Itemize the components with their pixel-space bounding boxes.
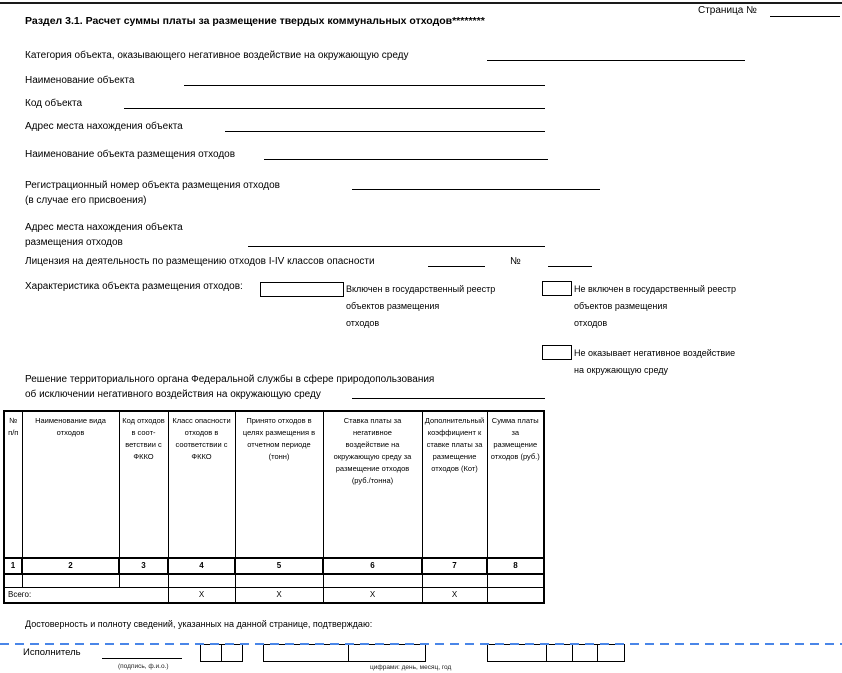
page-break-dashed-line — [0, 643, 842, 645]
field-disposal-address-line[interactable] — [248, 246, 545, 247]
entry-cell-4[interactable] — [168, 574, 235, 588]
field-object-code-label: Код объекта — [25, 98, 83, 109]
date-box-wide-1[interactable] — [263, 644, 349, 662]
entry-cell-6[interactable] — [323, 574, 422, 588]
column-header-coefficient: Дополнительный коэффициент к ставке платы за размещение отходов (Кот) — [422, 411, 487, 558]
date-box-right-1[interactable] — [487, 644, 547, 662]
date-box-right-4[interactable] — [597, 644, 625, 662]
column-header-waste-name: Наименование вида отходов — [22, 411, 119, 558]
field-decision-line[interactable] — [352, 398, 545, 399]
date-box-small-2[interactable] — [221, 644, 243, 662]
characteristic-label: Характеристика объекта размещения отходов: — [25, 281, 243, 292]
table-entry-row — [4, 574, 544, 588]
column-number-7: 7 — [422, 558, 487, 574]
page-number-label: Страница № — [698, 5, 757, 16]
field-disposal-address-label-line2: размещения отходов — [25, 237, 123, 248]
date-box-small-1[interactable] — [200, 644, 222, 662]
field-registration-number-label-note: (в случае его присвоения) — [25, 195, 147, 206]
field-category-label: Категория объекта, оказывающего негативное воздействие на окружающую среду — [25, 50, 409, 61]
page-number-line[interactable] — [770, 16, 840, 17]
column-number-4: 4 — [168, 558, 235, 574]
checkbox-not-included-label-line3: отходов — [574, 318, 608, 328]
entry-cell-7[interactable] — [422, 574, 487, 588]
section-title: Раздел 3.1. Расчет суммы платы за размещение твердых коммунальных отходов******** — [25, 15, 485, 27]
total-sum-cell[interactable] — [487, 588, 544, 604]
executor-signature-line[interactable] — [102, 658, 182, 659]
checkbox-no-impact-label-line1: Не оказывает негативное воздействие — [574, 348, 736, 358]
checkbox-included-label-line1: Включен в государственный реестр — [346, 284, 496, 294]
table-total-row — [4, 588, 544, 604]
column-number-5: 5 — [235, 558, 323, 574]
date-box-wide-2[interactable] — [348, 644, 426, 662]
field-decision-label-line2: об исключении негативного воздействия на окружающую среду — [25, 389, 321, 400]
column-number-8: 8 — [487, 558, 544, 574]
entry-cell-8[interactable] — [487, 574, 544, 588]
field-license-series-line[interactable] — [428, 266, 485, 267]
checkbox-no-impact-label-line2: на окружающую среду — [574, 365, 669, 375]
field-category-line[interactable] — [487, 60, 745, 61]
column-header-total: Сумма платы за размещение отходов (руб.) — [487, 411, 544, 558]
field-object-code-line[interactable] — [124, 108, 545, 109]
checkbox-included-box[interactable] — [260, 282, 344, 297]
page-top-rule — [0, 2, 842, 4]
license-number-sign: № — [510, 256, 521, 267]
field-object-name-line[interactable] — [184, 85, 545, 86]
column-header-accepted-tons: Принято отходов в целях размещения в отчетном периоде (тонн) — [235, 411, 323, 558]
field-registration-number-label: Регистрационный номер объекта размещения отходов — [25, 180, 280, 191]
field-disposal-object-name-line[interactable] — [264, 159, 548, 160]
column-number-3: 3 — [119, 558, 168, 574]
total-mark-col5: Х — [235, 588, 323, 604]
column-header-hazard-class: Класс опасности отходов в соответствии с ФККО — [168, 411, 235, 558]
table-column-numbers-row — [4, 558, 544, 574]
checkbox-not-included-box[interactable] — [542, 281, 572, 296]
confirmation-text: Достоверность и полноту сведений, указанных на данной странице, подтверждаю: — [25, 619, 373, 629]
column-header-rate: Ставка платы за негативное воздействие на окружающую среду за размещение отходов (руб./тонна) — [323, 411, 422, 558]
field-decision-label-line1: Решение территориального органа Федеральной службы в сфере природопользования — [25, 374, 435, 385]
column-number-6: 6 — [323, 558, 422, 574]
field-object-address-line[interactable] — [225, 131, 545, 132]
field-registration-number-line[interactable] — [352, 189, 600, 190]
checkbox-not-included-label-line1: Не включен в государственный реестр — [574, 284, 737, 294]
field-disposal-object-name-label: Наименование объекта размещения отходов — [25, 149, 236, 160]
column-header-fkko-code: Код отходов в соответствии с ФККО — [119, 411, 168, 558]
total-label-cell: Всего: — [4, 588, 168, 604]
field-license-number-line[interactable] — [548, 266, 592, 267]
field-object-name-label: Наименование объекта — [25, 75, 135, 86]
total-mark-col4: Х — [168, 588, 235, 604]
field-disposal-address-label-line1: Адрес места нахождения объекта — [25, 222, 183, 233]
entry-cell-5[interactable] — [235, 574, 323, 588]
checkbox-included-label-line2: объектов размещения — [346, 301, 440, 311]
entry-cell-3[interactable] — [119, 574, 168, 588]
checkbox-not-included-label-line2: объектов размещения — [574, 301, 668, 311]
waste-table — [3, 410, 545, 604]
date-hint: цифрами: день, месяц, год — [370, 664, 452, 671]
entry-cell-2[interactable] — [22, 574, 119, 588]
column-number-1: 1 — [4, 558, 22, 574]
executor-label: Исполнитель — [23, 647, 81, 658]
entry-cell-1[interactable] — [4, 574, 22, 588]
checkbox-no-impact-box[interactable] — [542, 345, 572, 360]
column-header-number: № п/п — [4, 411, 22, 558]
checkbox-included-label-line3: отходов — [346, 318, 380, 328]
signature-hint: (подпись, ф.и.о.) — [118, 663, 169, 670]
total-mark-col7: Х — [422, 588, 487, 604]
column-number-2: 2 — [22, 558, 119, 574]
date-box-right-2[interactable] — [546, 644, 573, 662]
total-mark-col6: Х — [323, 588, 422, 604]
field-license-label: Лицензия на деятельность по размещению отходов I-IV классов опасности — [25, 256, 375, 267]
date-box-right-3[interactable] — [572, 644, 598, 662]
table-header-row — [4, 411, 544, 558]
field-object-address-label: Адрес места нахождения объекта — [25, 121, 183, 132]
